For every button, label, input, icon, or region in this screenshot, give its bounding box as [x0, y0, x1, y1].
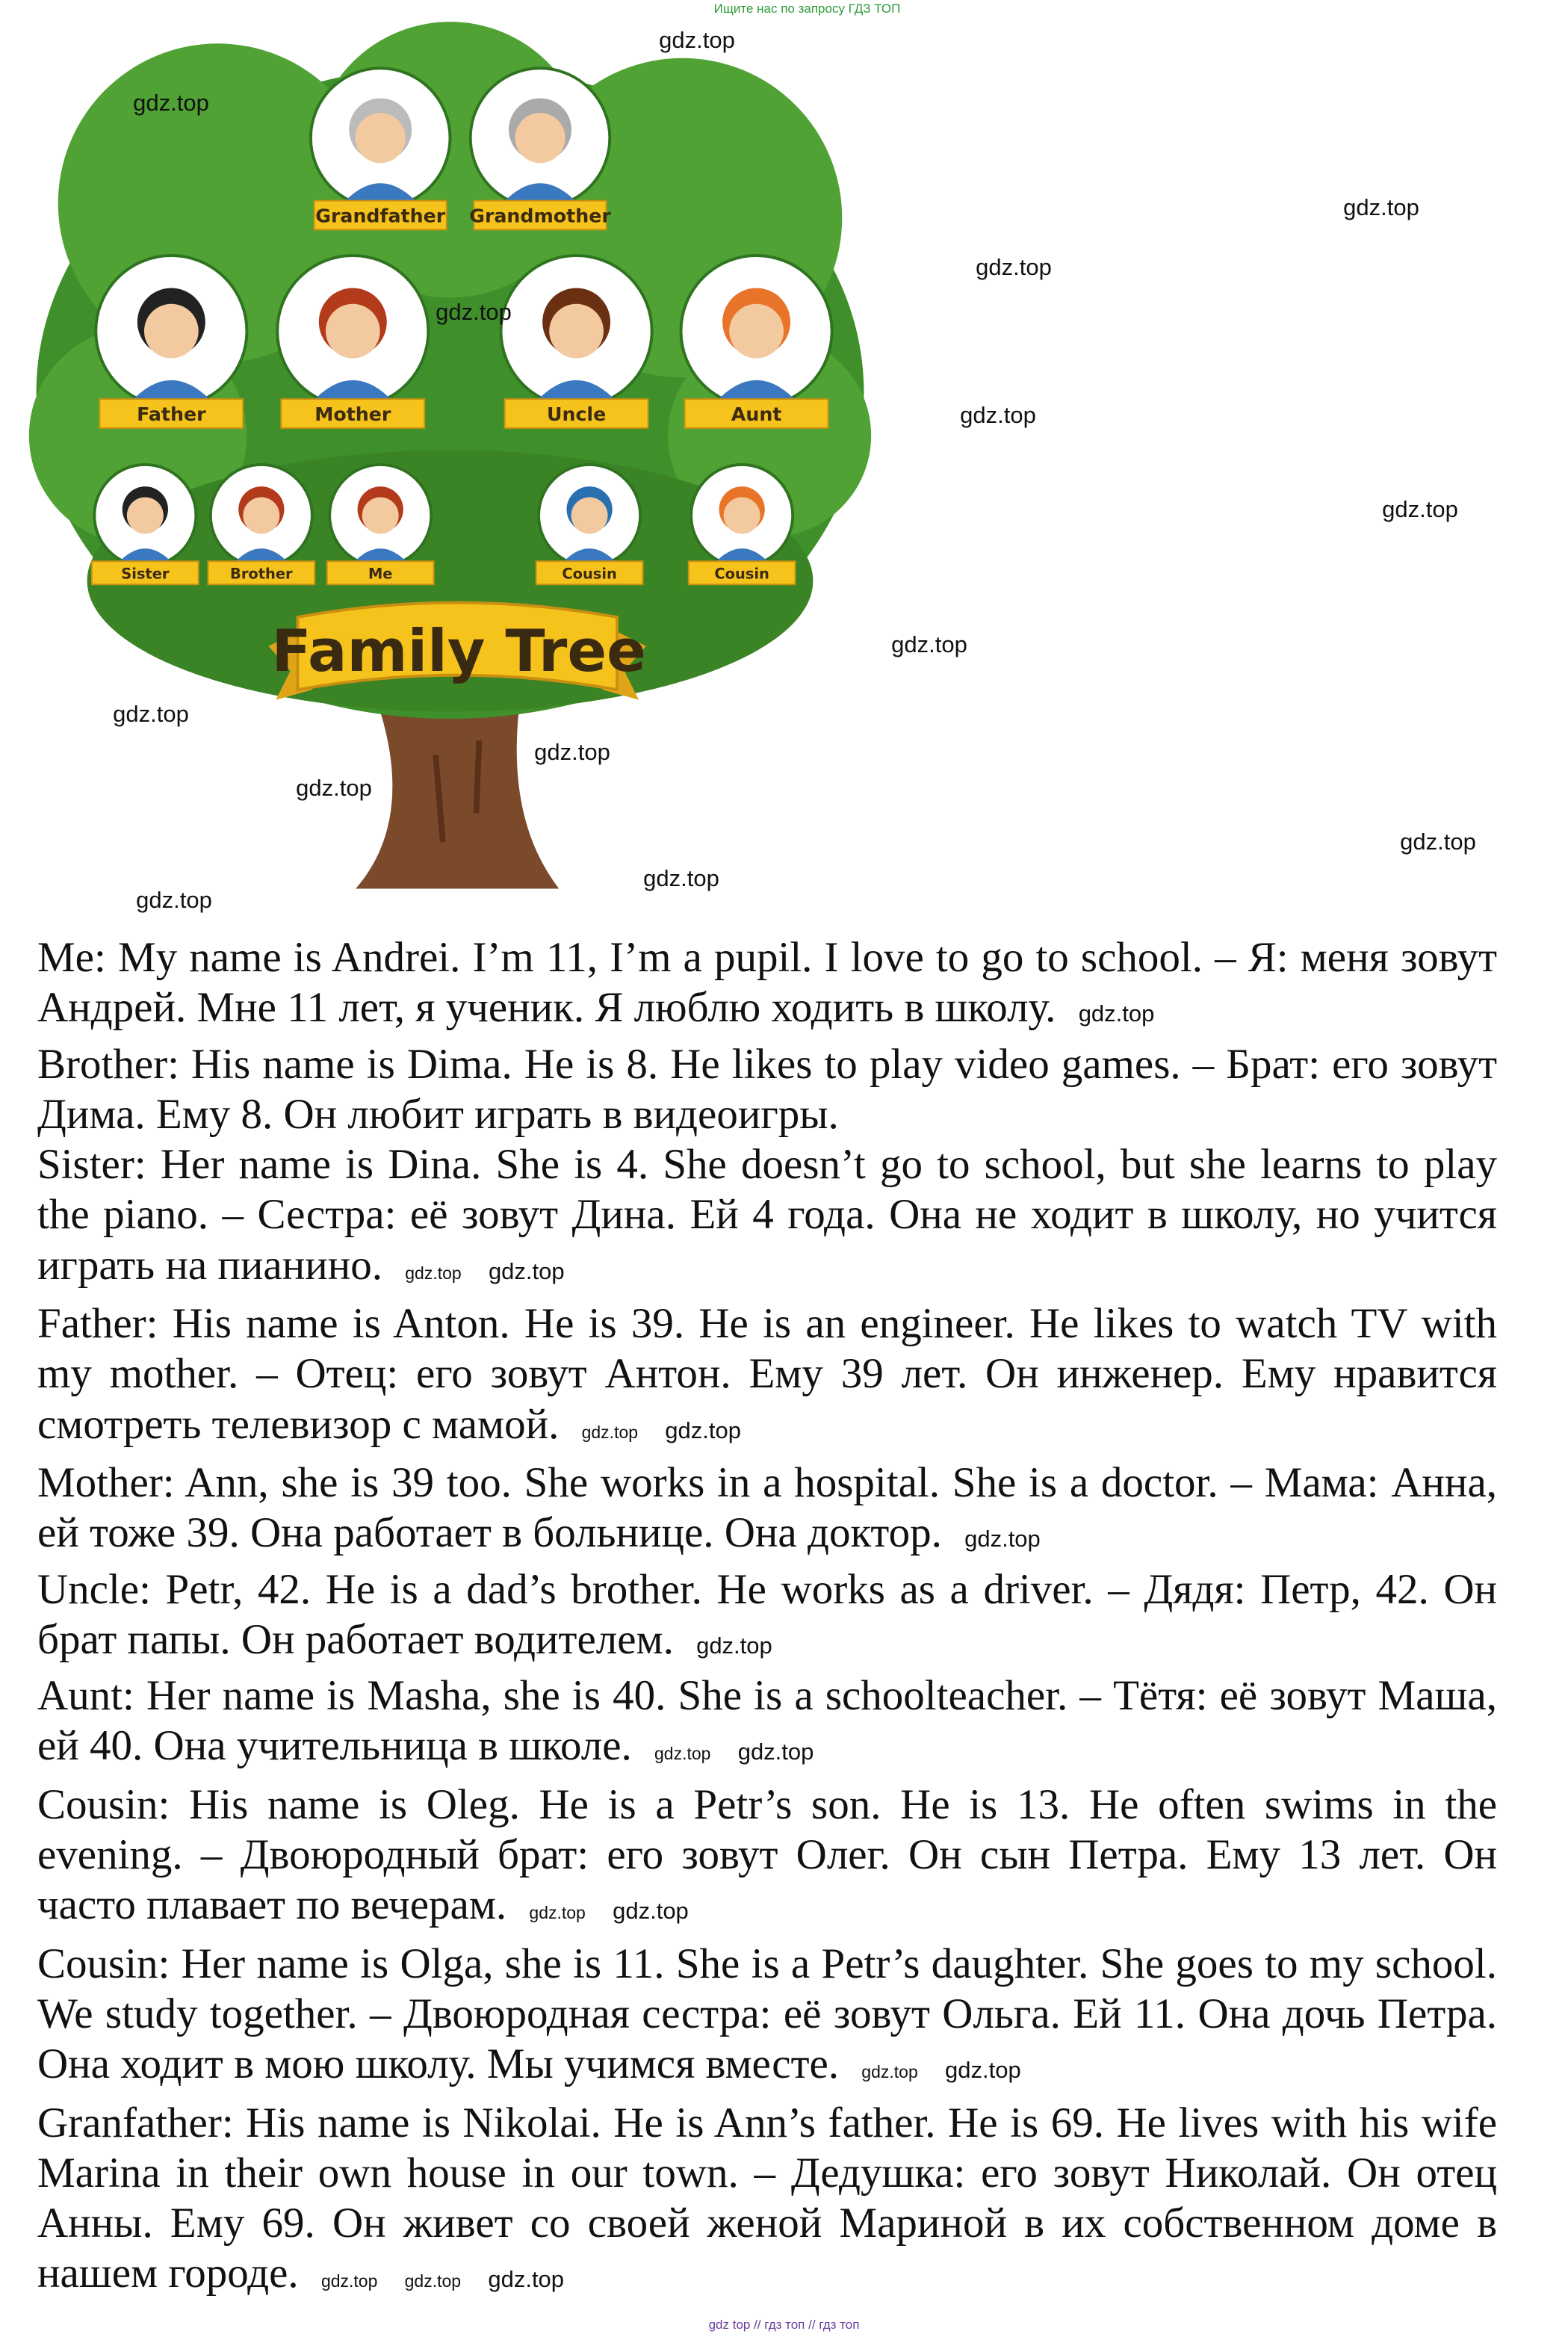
- paragraph-uncle: Uncle: Petr, 42. He is a dad’s brother. He works as a driver. – Дядя: Петр, 42. Он брат папы. Он работает водителем. gdz.top: [37, 1565, 1497, 1663]
- member-label: Mother: [314, 403, 391, 426]
- member-label: Sister: [121, 565, 170, 583]
- paragraph-mother: Mother: Ann, she is 39 too. She works in a hospital. She is a doctor. – Мама: Анна, ей тоже 39. Она работает в больнице. Она доктор. gdz.top: [37, 1458, 1497, 1557]
- watermark: gdz.top: [436, 299, 512, 325]
- watermark: gdz.top: [133, 90, 209, 116]
- header-note: Ищите нас по запросу ГДЗ ТОП: [713, 1, 901, 16]
- watermark: gdz.top: [320, 2271, 378, 2291]
- watermark: gdz.top: [581, 1422, 639, 1442]
- paragraph-grandfather: Granfather: His name is Nikolai. He is Ann’s father. He is 69. He lives with his wife Marina in their own house in our town. – Дедушка: его зовут Николай. Он отец Анны. Ему 69. Он живет со своей женой Мариной в их собственном доме в нашем городе. gdz.top gdz.top gdz.top: [37, 2099, 1497, 2297]
- watermark: gdz.top: [534, 739, 610, 765]
- paragraph-sister: Sister: Her name is Dina. She is 4. She doesn’t go to school, but she learns to play the piano. – Сестра: её зовут Дина. Ей 4 года. Она не ходит в школу, но учится играть на пианино. gdz.top gdz.top: [37, 1141, 1497, 1289]
- watermark: gdz.top: [136, 887, 212, 913]
- member-label: Aunt: [731, 403, 782, 426]
- member-label: Brother: [230, 565, 293, 583]
- watermark: gdz.top: [737, 1739, 814, 1765]
- footer-note: gdz top // гдз топ // гдз топ: [708, 2317, 860, 2332]
- watermark: gdz.top: [404, 2271, 462, 2291]
- paragraph-cousin-olga: Cousin: Her name is Olga, she is 11. She is a Petr’s daughter. She goes to my school. We study together. – Двоюродная сестра: её зовут Ольга. Ей 11. Она дочь Петра. Она ходит в мою школу. Мы учимся вместе. gdz.top gdz.top: [37, 1940, 1497, 2088]
- watermark: gdz.top: [488, 2266, 565, 2293]
- watermark: gdz.top: [529, 1903, 586, 1923]
- watermark: gdz.top: [1382, 496, 1458, 522]
- member-label: Grandfather: [315, 205, 446, 227]
- paragraph-cousin-oleg: Cousin: His name is Oleg. He is a Petr’s son. He is 13. He often swims in the evening. – Двоюродный брат: его зовут Олег. Он сын Петра. Ему 13 лет. Он часто плавает по вечерам. gdz.top gdz.top: [37, 1780, 1497, 1929]
- member-label: Grandmother: [469, 205, 611, 227]
- watermark: gdz.top: [1343, 194, 1419, 220]
- watermark: gdz.top: [296, 775, 372, 801]
- paragraph-aunt: Aunt: Her name is Masha, she is 40. She is a schoolteacher. – Тётя: её зовут Маша, ей 40. Она учительница в школе. gdz.top gdz.top: [37, 1672, 1497, 1770]
- watermark: gdz.top: [405, 1263, 462, 1283]
- member-label: Cousin: [714, 565, 769, 583]
- watermark: gdz.top: [643, 865, 719, 891]
- watermark: gdz.top: [964, 1526, 1041, 1553]
- watermark: gdz.top: [891, 631, 967, 657]
- watermark: gdz.top: [665, 1417, 741, 1443]
- watermark: gdz.top: [488, 1257, 565, 1284]
- tree-title: Family Tree: [271, 617, 646, 685]
- watermark: gdz.top: [654, 1744, 711, 1764]
- member-label: Uncle: [546, 403, 607, 426]
- watermark: gdz.top: [659, 27, 735, 53]
- watermark: gdz.top: [113, 701, 189, 727]
- watermark: gdz.top: [960, 402, 1036, 428]
- watermark: gdz.top: [976, 254, 1052, 280]
- paragraph-brother: Brother: His name is Dima. He is 8. He likes to play video games. – Брат: его зовут Дима. Ему 8. Он любит играть в видеоигры.: [37, 1040, 1497, 1138]
- watermark: gdz.top: [613, 1898, 689, 1925]
- member-label: Me: [368, 565, 393, 583]
- paragraph-father: Father: His name is Anton. He is 39. He is an engineer. He likes to watch TV with my mother. – Отец: его зовут Антон. Ему 39 лет. Он инженер. Ему нравится смотреть телевизор с мамой. gdz.top gdz.top: [37, 1300, 1497, 1448]
- member-label: Cousin: [562, 565, 617, 583]
- member-label: Father: [137, 403, 206, 426]
- watermark: gdz.top: [861, 2062, 918, 2082]
- answer-text: [37, 0, 1497, 2307]
- paragraph-me: Me: My name is Andrei. I’m 11, I’m a pupil. I love to go to school. – Я: меня зовут Андрей. Мне 11 лет, я ученик. Я люблю ходить в школу. gdz.top: [37, 934, 1497, 1032]
- watermark: gdz.top: [696, 1632, 772, 1659]
- watermark: gdz.top: [1400, 829, 1476, 855]
- watermark: gdz.top: [1078, 1000, 1155, 1027]
- watermark: gdz.top: [945, 2057, 1021, 2084]
